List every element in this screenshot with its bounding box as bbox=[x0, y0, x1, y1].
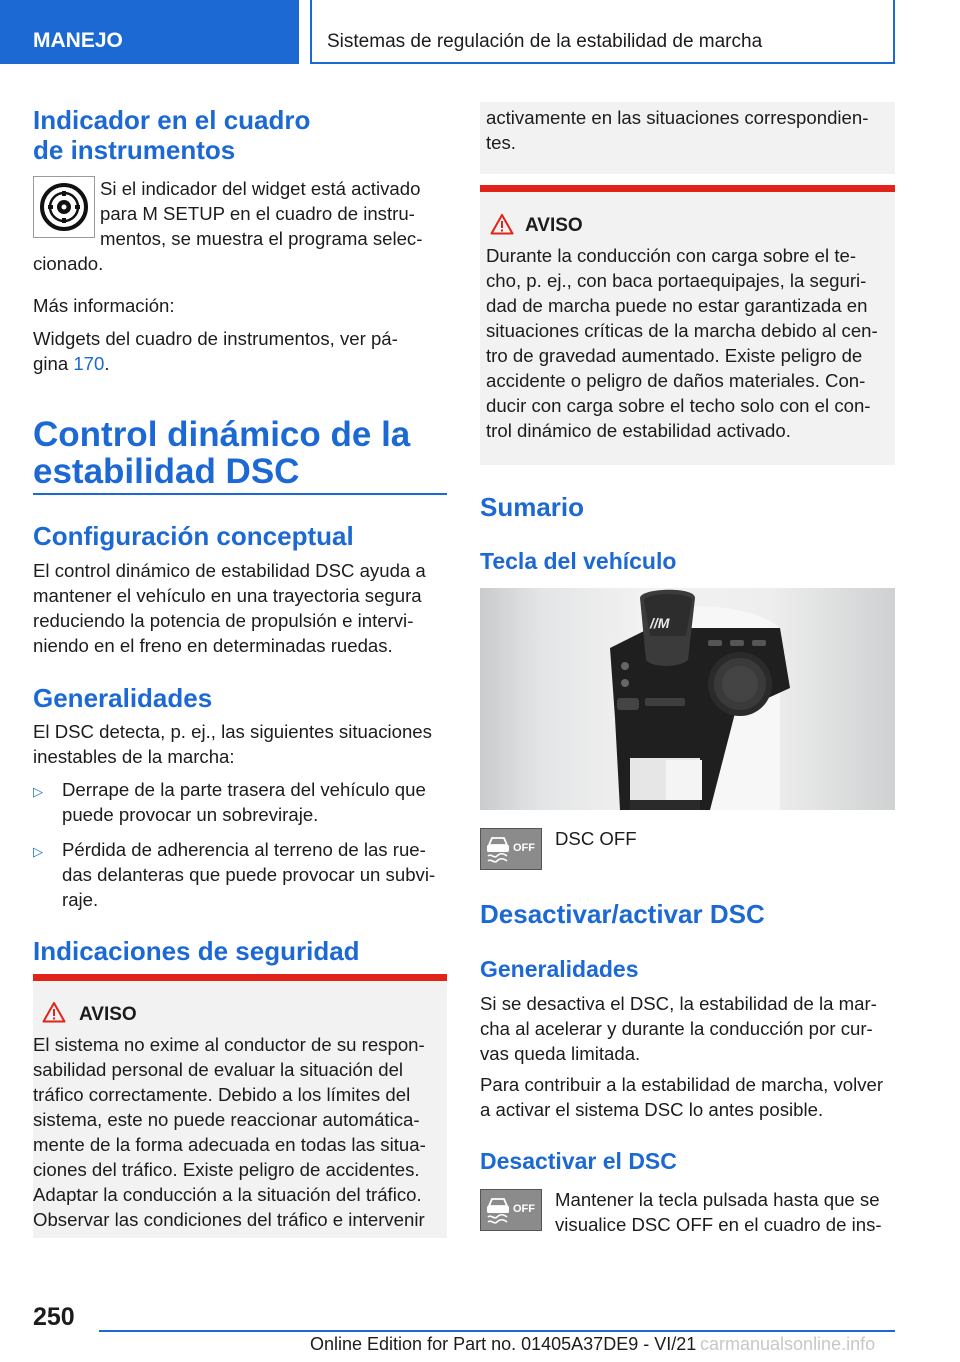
bullet-2-line3: raje. bbox=[62, 889, 99, 910]
warning-box-left bbox=[33, 974, 447, 1238]
watermark: carmanualsonline.info bbox=[700, 1334, 876, 1354]
indicator-heading-line2: de instrumentos bbox=[33, 135, 236, 165]
page-number: 250 bbox=[33, 1303, 75, 1331]
page-header bbox=[0, 0, 960, 64]
chapter-title: Sistemas de regulación de la estabilidad de marcha bbox=[327, 31, 763, 52]
concept-text-2: mantener el vehículo en una trayectoria segura bbox=[33, 585, 422, 606]
concept-text-3: reduciendo la potencia de propulsión e intervi- bbox=[33, 610, 414, 631]
warning-text-7: ducir con carga sobre el techo solo con el con- bbox=[486, 395, 871, 416]
warning-text-6: ciones del tráfico. Existe peligro de accidentes. bbox=[33, 1159, 420, 1180]
warning-title: AVISO bbox=[79, 1004, 137, 1025]
warning-text-7: Adaptar la conducción a la situación del tráfico. bbox=[33, 1184, 422, 1205]
right-general-text-3: vas queda limitada. bbox=[480, 1043, 641, 1064]
warning-text-4: situaciones críticas de la marcha debido al cen- bbox=[486, 320, 878, 341]
widgets-ref-line1: Widgets del cuadro de instrumentos, ver pá- bbox=[33, 328, 398, 349]
safety-heading: Indicaciones de seguridad bbox=[33, 936, 360, 966]
indicator-heading-line1: Indicador en el cuadro bbox=[33, 105, 311, 135]
warning-text-1: El sistema no exime al conductor de su respon- bbox=[33, 1034, 425, 1055]
warning-bar bbox=[480, 185, 895, 192]
concept-text-4: niendo en el freno en determinadas ruedas. bbox=[33, 635, 393, 656]
title-underline bbox=[33, 493, 447, 495]
footer-rule bbox=[99, 1330, 895, 1332]
dsc-off-icon: OFF bbox=[480, 1189, 542, 1231]
warning-text-8: trol dinámico de estabilidad activado. bbox=[486, 420, 791, 441]
mode-dial-icon bbox=[33, 176, 95, 238]
deactivate-text-1: Mantener la tecla pulsada hasta que se bbox=[555, 1189, 880, 1210]
chapter-tab bbox=[310, 0, 895, 64]
bullet-1-line2: puede provocar un sobreviraje. bbox=[62, 804, 319, 825]
warning-triangle-icon bbox=[490, 213, 514, 235]
indicator-text-1: Si el indicador del widget está activado bbox=[100, 178, 421, 199]
concept-text-1: El control dinámico de estabilidad DSC ayuda a bbox=[33, 560, 426, 581]
widgets-ref-line2: gina 170. bbox=[33, 353, 110, 374]
continuation-text-1: activamente en las situaciones correspondien- bbox=[486, 107, 869, 128]
section-tab: MANEJO bbox=[0, 0, 299, 64]
bullet-2-line1: Pérdida de adherencia al terreno de las rue- bbox=[62, 839, 426, 860]
summary-heading: Sumario bbox=[480, 492, 585, 522]
warning-continuation-box bbox=[480, 102, 895, 174]
center-console-photo bbox=[480, 588, 895, 810]
bullet-2-line2: das delanteras que puede provocar un subvi- bbox=[62, 864, 436, 885]
indicator-text-4: cionado. bbox=[33, 253, 104, 274]
right-general-heading: Generalidades bbox=[480, 956, 639, 982]
warning-text-6: accidente o peligro de daños materiales. Con- bbox=[486, 370, 866, 391]
bullet-1-line1: Derrape de la parte trasera del vehículo que bbox=[62, 779, 426, 800]
key-heading: Tecla del vehículo bbox=[480, 548, 677, 574]
warning-text-3: dad de marcha puede no estar garantizada en bbox=[486, 295, 868, 316]
warning-bar bbox=[33, 974, 447, 981]
warning-triangle-icon bbox=[42, 1001, 66, 1023]
page-link[interactable]: 170 bbox=[73, 353, 105, 374]
toggle-heading: Desactivar/activar DSC bbox=[480, 899, 765, 929]
warning-text-3: tráfico correctamente. Debido a los límites del bbox=[33, 1084, 411, 1105]
deactivate-text-2: visualice DSC OFF en el cuadro de ins- bbox=[555, 1214, 882, 1235]
indicator-text-3: mentos, se muestra el programa selec- bbox=[100, 228, 423, 249]
warning-text-5: tro de gravedad aumentado. Existe peligro de bbox=[486, 345, 863, 366]
contrib-text-1: Para contribuir a la estabilidad de marcha, volver bbox=[480, 1074, 884, 1095]
edition-text: Online Edition for Part no. 01405A37DE9 - VI/21 bbox=[310, 1334, 697, 1354]
contrib-text-2: a activar el sistema DSC lo antes posible. bbox=[480, 1099, 824, 1120]
concept-heading: Configuración conceptual bbox=[33, 521, 354, 551]
dsc-off-icon: OFF bbox=[480, 828, 542, 870]
more-info-label: Más información: bbox=[33, 295, 175, 316]
dsc-title-line1: Control dinámico de la bbox=[33, 415, 411, 454]
right-general-text-2: cha al acelerar y durante la conducción por cur- bbox=[480, 1018, 873, 1039]
bullet-marker: ▷ bbox=[33, 784, 43, 799]
warning-text-2: sabilidad personal de evaluar la situación del bbox=[33, 1059, 404, 1080]
warning-text-5: mente de la forma adecuada en todas las situa- bbox=[33, 1134, 426, 1155]
warning-text-2: cho, p. ej., con baca portaequipajes, la seguri- bbox=[486, 270, 867, 291]
warning-text-4: sistema, este no puede reaccionar automática- bbox=[33, 1109, 420, 1130]
general-text-2: inestables de la marcha: bbox=[33, 746, 235, 767]
svg-text://M: //M bbox=[650, 615, 670, 631]
indicator-text-2: para M SETUP en el cuadro de instru- bbox=[100, 203, 415, 224]
continuation-text-2: tes. bbox=[486, 132, 516, 153]
general-text-1: El DSC detecta, p. ej., las siguientes situaciones bbox=[33, 721, 432, 742]
warning-box-right bbox=[480, 185, 895, 465]
general-heading: Generalidades bbox=[33, 683, 213, 713]
center-console-illustration bbox=[480, 588, 895, 810]
warning-title: AVISO bbox=[525, 215, 583, 236]
right-general-text-1: Si se desactiva el DSC, la estabilidad de la mar- bbox=[480, 993, 877, 1014]
dsc-off-label: DSC OFF bbox=[555, 828, 637, 849]
bullet-marker: ▷ bbox=[33, 844, 43, 859]
warning-text-8: Observar las condiciones del tráfico e intervenir bbox=[33, 1209, 425, 1230]
dsc-title-line2: estabilidad DSC bbox=[33, 452, 300, 491]
warning-text-1: Durante la conducción con carga sobre el te- bbox=[486, 245, 857, 266]
deactivate-heading: Desactivar el DSC bbox=[480, 1148, 677, 1174]
